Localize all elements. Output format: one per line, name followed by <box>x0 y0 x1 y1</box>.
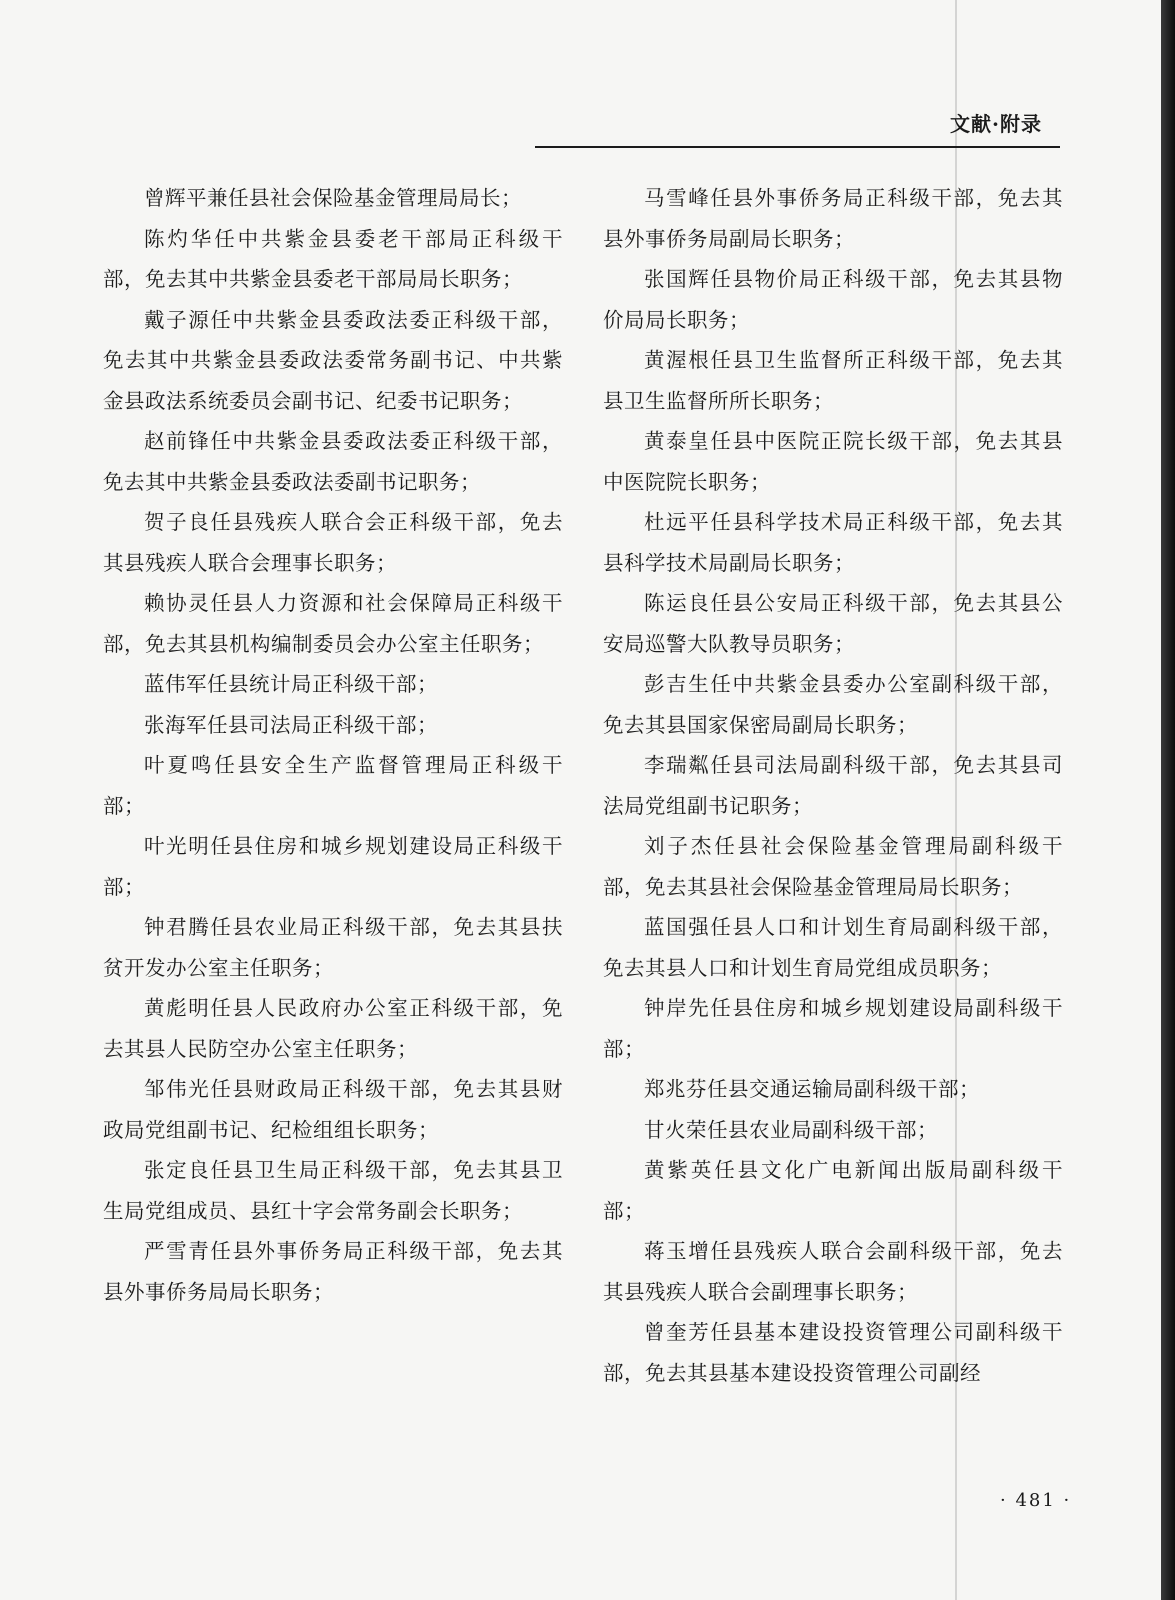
appointment-paragraph: 陈灼华任中共紫金县委老干部局正科级干部，免去其中共紫金县委老干部局局长职务； <box>103 226 563 291</box>
appointment-paragraph: 曾奎芳任县基本建设投资管理公司副科级干部，免去其县基本建设投资管理公司副经 <box>603 1320 1063 1385</box>
appointment-paragraph: 张定良任县卫生局正科级干部，免去其县卫生局党组成员、县红十字会常务副会长职务； <box>103 1158 563 1223</box>
appointment-paragraph: 严雪青任县外事侨务局正科级干部，免去其县外事侨务局局长职务； <box>103 1239 563 1304</box>
appointment-paragraph: 曾辉平兼任县社会保险基金管理局局长； <box>144 186 522 210</box>
scan-edge <box>1161 0 1175 1600</box>
appointment-paragraph: 黄彪明任县人民政府办公室正科级干部，免去其县人民防空办公室主任职务； <box>103 996 563 1061</box>
appointment-paragraph: 赖协灵任县人力资源和社会保障局正科级干部，免去其县机构编制委员会办公室主任职务； <box>103 591 563 656</box>
appointment-paragraph: 钟岸先任县住房和城乡规划建设局副科级干部； <box>603 996 1063 1061</box>
appointment-paragraph: 叶夏鸣任县安全生产监督管理局正科级干部； <box>103 753 563 818</box>
appointment-paragraph: 甘火荣任县农业局副科级干部； <box>644 1117 938 1142</box>
header-rule <box>535 146 1060 148</box>
appointment-paragraph: 李瑞粼任县司法局副科级干部，免去其县司法局党组副书记职务； <box>603 753 1063 818</box>
appointment-paragraph: 蓝国强任县人口和计划生育局副科级干部，免去其县人口和计划生育局党组成员职务； <box>603 915 1063 980</box>
appointment-paragraph: 刘子杰任县社会保险基金管理局副科级干部，免去其县社会保险基金管理局局长职务； <box>603 834 1063 899</box>
appointment-paragraph: 郑兆芬任县交通运输局副科级干部； <box>644 1077 980 1101</box>
appointment-paragraph: 戴子源任中共紫金县委政法委正科级干部，免去其中共紫金县委政法委常务副书记、中共紫金县政法系统委员会副书记、纪委书记职务； <box>103 307 563 413</box>
appointment-paragraph: 黄渥根任县卫生监督所正科级干部，免去其县卫生监督所所长职务； <box>603 348 1063 413</box>
appointment-paragraph: 马雪峰任县外事侨务局正科级干部，免去其县外事侨务局副局长职务； <box>603 186 1063 251</box>
appointment-paragraph: 张海军任县司法局正科级干部； <box>144 712 438 737</box>
appointment-paragraph: 黄泰皇任县中医院正院长级干部，免去其县中医院院长职务； <box>603 429 1063 494</box>
appointment-paragraph: 蓝伟军任县统计局正科级干部； <box>144 672 438 696</box>
appointment-paragraph: 赵前锋任中共紫金县委政法委正科级干部，免去其中共紫金县委政法委副书记职务； <box>103 429 563 494</box>
right-column <box>603 178 1063 1393</box>
running-header: 文献·附录 <box>950 112 1042 136</box>
appointment-paragraph: 蒋玉增任县残疾人联合会副科级干部，免去其县残疾人联合会副理事长职务； <box>603 1239 1063 1304</box>
appointment-paragraph: 杜远平任县科学技术局正科级干部，免去其县科学技术局副局长职务； <box>603 510 1063 575</box>
appointment-paragraph: 张国辉任县物价局正科级干部，免去其县物价局局长职务； <box>603 267 1063 332</box>
appointment-paragraph: 彭吉生任中共紫金县委办公室副科级干部，免去其县国家保密局副局长职务； <box>603 672 1063 737</box>
appointment-paragraph: 叶光明任县住房和城乡规划建设局正科级干部； <box>103 834 563 899</box>
appointment-paragraph: 贺子良任县残疾人联合会正科级干部，免去其县残疾人联合会理事长职务； <box>103 510 563 575</box>
appointment-paragraph: 钟君腾任县农业局正科级干部，免去其县扶贫开发办公室主任职务； <box>103 915 563 980</box>
appointment-paragraph: 黄紫英任县文化广电新闻出版局副科级干部； <box>603 1158 1063 1223</box>
appointment-paragraph: 邹伟光任县财政局正科级干部，免去其县财政局党组副书记、纪检组组长职务； <box>103 1077 563 1142</box>
left-column <box>103 178 563 1312</box>
appointment-paragraph: 陈运良任县公安局正科级干部，免去其县公安局巡警大队教导员职务； <box>603 591 1063 656</box>
page-number: · 481 · <box>1000 1490 1072 1511</box>
